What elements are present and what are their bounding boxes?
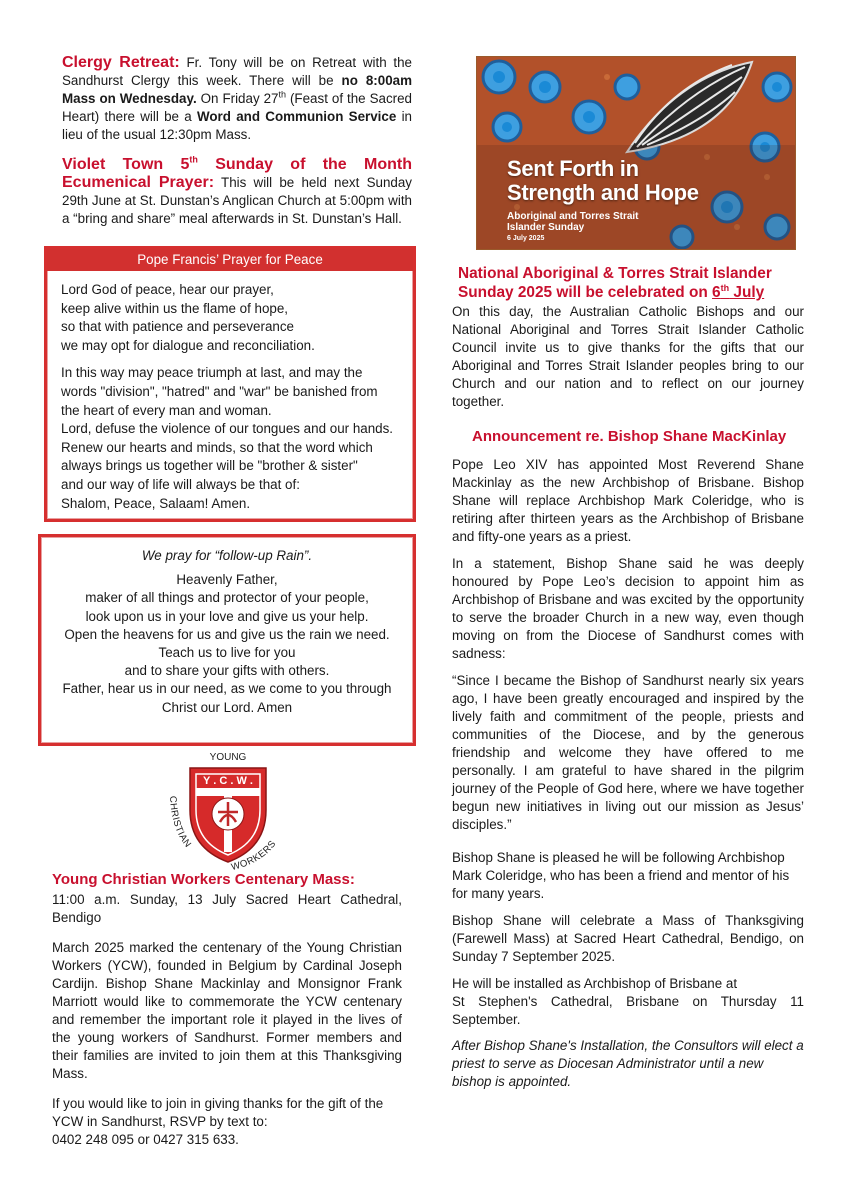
clergy-retreat-heading: Clergy Retreat: — [62, 54, 180, 71]
announcement-installation: He will be installed as Archbishop of Brisbane at St Stephen's Cathedral, Brisbane on Thursday 11 September. — [452, 976, 804, 1027]
logo-christian-text: CHRISTIAN — [166, 795, 194, 850]
announcement-administrator-note: After Bishop Shane's Installation, the Consultors will elect a priest to serve as Diocesan Administrator until a new bishop is appointed. — [452, 1038, 804, 1089]
ycw-paragraph: March 2025 marked the centenary of the Young Christian Workers (YCW), founded in Belgium by Cardinal Joseph Cardijn. Bishop Shane Mackinlay and Monsignor Frank Marriott would like to commemorate the YCW centenary and remember the important role it played in the lives of the young workers of Sandhurst. Former members and their families are invited to join them at this Thanksgiving Mass. — [52, 940, 402, 1081]
ycw-logo — [148, 748, 308, 878]
rain-prayer-caption: We pray for “follow-up Rain”. — [141, 548, 313, 563]
prayer-stanza-1: Lord God of peace, hear our prayer, keep alive within us the flame of hope, so that with patience and perseverance we may opt for dialogue and reconciliation. — [61, 282, 315, 353]
ycw-shield-icon — [190, 768, 266, 862]
artwork-subtitle: Aboriginal and Torres Strait Islander Sunday — [507, 211, 639, 233]
logo-workers-text: WORKERS — [230, 838, 279, 873]
announcement-paragraph-2: In a statement, Bishop Shane said he was deeply honoured by Pope Leo’s decision to appoint him as Archbishop of Brisbane and was excited by the opportunity to serve the broader Church in a new way, even though moving on from the Diocese of Sandhurst comes with sadness: — [452, 556, 804, 661]
rain-prayer-box — [38, 534, 416, 746]
rsvp-phone-numbers: 0402 248 095 or 0427 315 633. — [52, 1132, 239, 1147]
prayer-for-peace-title: Pope Francis’ Prayer for Peace — [47, 249, 413, 271]
clergy-retreat-notice: Clergy Retreat: Fr. Tony will be on Retreat with the Sandhurst Clergy this week. There will be no 8:00am Mass on Wednesday. On Friday 27th (Feast of the Sacred Heart) there will be a Word and Communion Service in lieu of the usual 12:30pm Mass. — [62, 54, 413, 142]
artwork-date: 6 July 2025 — [507, 235, 545, 242]
ycw-heading: Young Christian Workers Centenary Mass: — [52, 871, 355, 888]
ycw-mass-details: 11:00 a.m. Sunday, 13 July Sacred Heart Cathedral, Bendigo — [52, 892, 402, 925]
violet-town-heading: Violet Town 5th Sunday of the Month Ecumenical Prayer: — [62, 154, 412, 191]
aboriginal-sunday-artwork — [476, 56, 796, 250]
artwork-title: Sent Forth in Strength and Hope — [507, 156, 699, 205]
logo-shield-text: Y . C . W . — [203, 775, 253, 787]
natsi-sunday-heading: National Aboriginal & Torres Strait Islander Sunday 2025 will be celebrated on 6th July — [458, 265, 772, 301]
announcement-paragraph-5: Bishop Shane will celebrate a Mass of Thanksgiving (Farewell Mass) at Sacred Heart Cathedral, Bendigo, on Sunday 7 September 2025. — [452, 913, 804, 964]
violet-town-notice: Violet Town 5th Sunday of the Month Ecumenical Prayer: This will be held next Sunday 29th June at St. Dunstan’s Anglican Church at 5:00pm with a “bring and share” meal afterwards in St. Dunstan’s Hall. — [62, 154, 412, 226]
rain-prayer-text — [49, 547, 405, 717]
ycw-rsvp: If you would like to join in giving thanks for the gift of the YCW in Sandhurst, RSVP by text to: 0402 248 095 or 0427 315 633. — [52, 1096, 384, 1147]
logo-young-text: YOUNG — [209, 752, 247, 763]
announcement-paragraph-1: Pope Leo XIV has appointed Most Reverend Shane Mackinlay as the new Archbishop of Brisbane. Bishop Shane will replace Archbishop Mark Coleridge, who is retiring after thirteen years as the Archbishop of Brisbane and fifty-one years as a priest. — [452, 457, 804, 544]
natsi-sunday-paragraph: On this day, the Australian Catholic Bishops and our National Aboriginal and Torres Strait Islander Catholic Council invite us to give thanks for the gifts that our Aboriginal and Torres Strait Islander peoples bring to our Church and our nation and to reflect on our journey together. — [452, 304, 804, 409]
announcement-heading: Announcement re. Bishop Shane MacKinlay — [472, 428, 787, 445]
prayer-stanza-2: In this way may peace triumph at last, and may the words "division", "hatred" and "war" be banished from the heart of every man and woman. Lord, defuse the violence of our tongues and our hands. Renew our hearts and minds, so that the word which always brings us together will be "brother & sister" and our way of life will always be that of: Shalom, Peace, Salaam! Amen. — [61, 365, 394, 511]
announcement-quote: “Since I became the Bishop of Sandhurst nearly six years ago, I have been greatly encouraged and inspired by the lively faith and commitment of the people, priests and communities of the Diocese, and by the generous friendship and welcome they have offered to me personally. I am grateful to have shared in the pilgrim journey of the People of God here, where we have together begun new initiatives in living out our mission as Jesus’ disciples.” — [452, 673, 804, 832]
prayer-for-peace-text — [61, 281, 401, 513]
announcement-paragraph-4: Bishop Shane is pleased he will be following Archbishop Mark Coleridge, who has been a friend and mentor of his for many years. — [452, 850, 790, 901]
rain-prayer-lines: Heavenly Father, maker of all things and protector of your people, look upon us in your love and give us your help. Open the heavens for us and give us the rain we need. Teach us to live for you and to share your gifts with others. Father, hear us in our need, as we come to you through Christ our Lord. Amen — [62, 572, 392, 715]
prayer-for-peace-box — [44, 246, 416, 522]
